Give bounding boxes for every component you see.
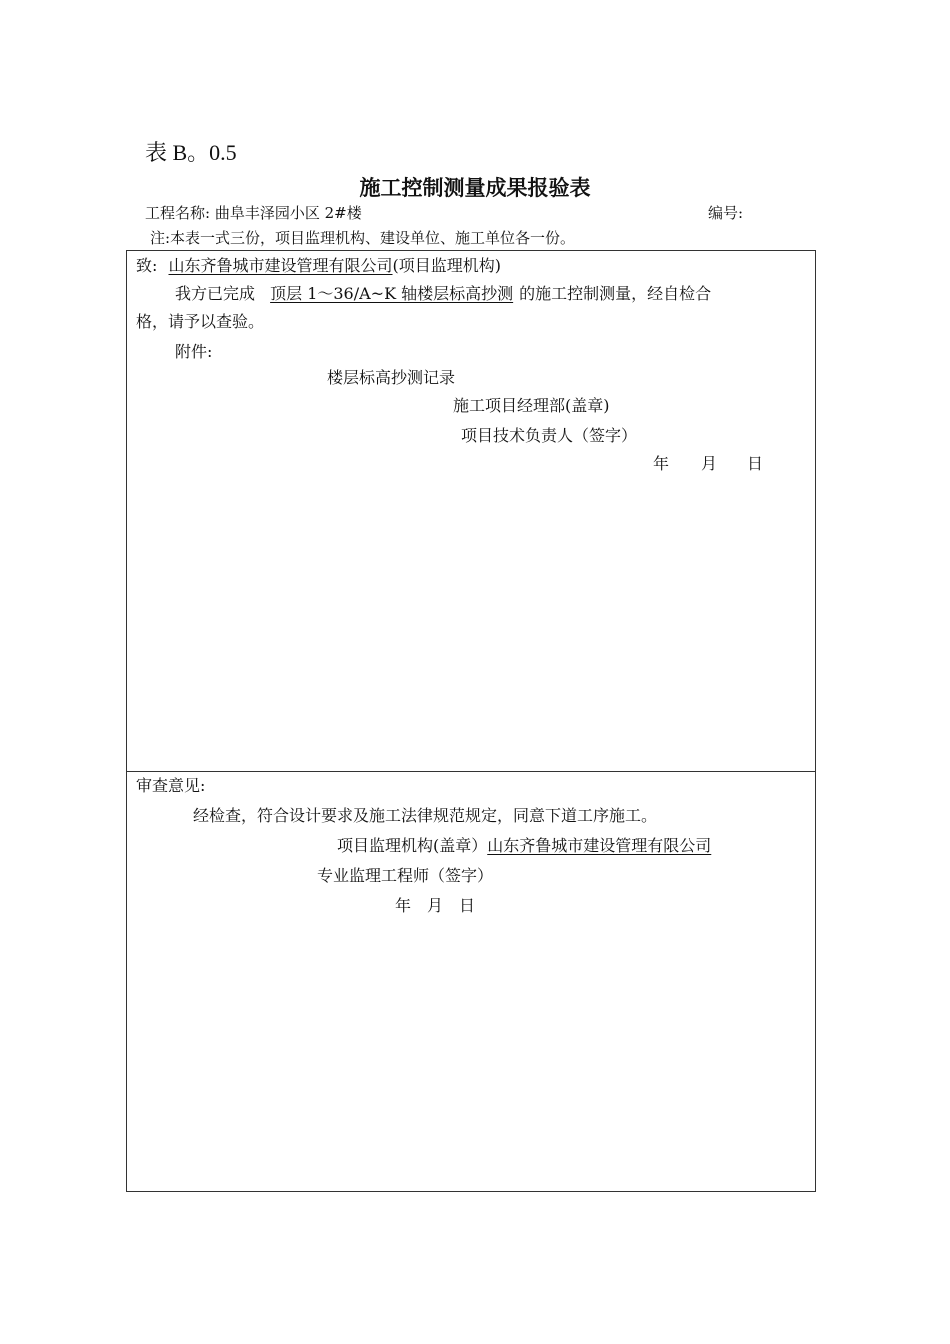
project-name-label: 工程名称:: [145, 204, 215, 222]
attachment-item: 楼层标高抄测记录: [327, 368, 456, 387]
form-id: 表 B。0.5: [145, 140, 237, 165]
attachment-label: 附件:: [175, 342, 213, 361]
review-date-day: 日: [459, 896, 476, 915]
addressee-org: 山东齐鲁城市建设管理有限公司: [168, 256, 393, 275]
addressee-prefix: 致:: [136, 256, 158, 275]
addressee-suffix: (项目监理机构): [392, 256, 502, 275]
project-name-line: [145, 202, 362, 223]
form-table: [126, 250, 816, 1192]
statement-line-2: 格，请予以查验。: [136, 312, 265, 331]
supervision-org-line: [337, 833, 711, 856]
addressee-line: [136, 253, 501, 276]
submission-date: [653, 451, 763, 474]
copies-note: 注:本表一式三份，项目监理机构、建设单位、施工单位各一份。: [150, 229, 576, 247]
review-opinion: 经检查，符合设计要求及施工法律规范规定，同意下道工序施工。: [193, 806, 658, 825]
statement-work-item: 顶层 1～36/A~K 轴楼层标高抄测: [270, 284, 514, 303]
statement-line-1: [175, 281, 711, 304]
document-title: 施工控制测量成果报验表: [359, 175, 591, 200]
submission-date-month: 月: [701, 454, 718, 473]
engineer-signature: 专业监理工程师（签字）: [317, 866, 494, 885]
project-name-value: 曲阜丰泽园小区 2#楼: [214, 204, 362, 222]
submission-date-day: 日: [747, 454, 764, 473]
supervision-org-name: 山东齐鲁城市建设管理有限公司: [487, 836, 712, 855]
statement-prefix: 我方已完成: [175, 284, 256, 303]
submission-date-year: 年: [653, 454, 670, 473]
supervision-org-label: 项目监理机构(盖章）: [337, 836, 488, 855]
review-date: [395, 893, 475, 916]
department-seal: 施工项目经理部(盖章): [453, 396, 610, 415]
review-label: 审查意见:: [136, 776, 206, 795]
number-label: 编号:: [708, 204, 744, 222]
statement-suffix: 的施工控制测量，经自检合: [519, 284, 712, 303]
review-date-month: 月: [427, 896, 444, 915]
review-date-year: 年: [395, 896, 412, 915]
section-divider: [127, 771, 815, 772]
technical-lead-signature: 项目技术负责人（签字）: [461, 426, 638, 445]
